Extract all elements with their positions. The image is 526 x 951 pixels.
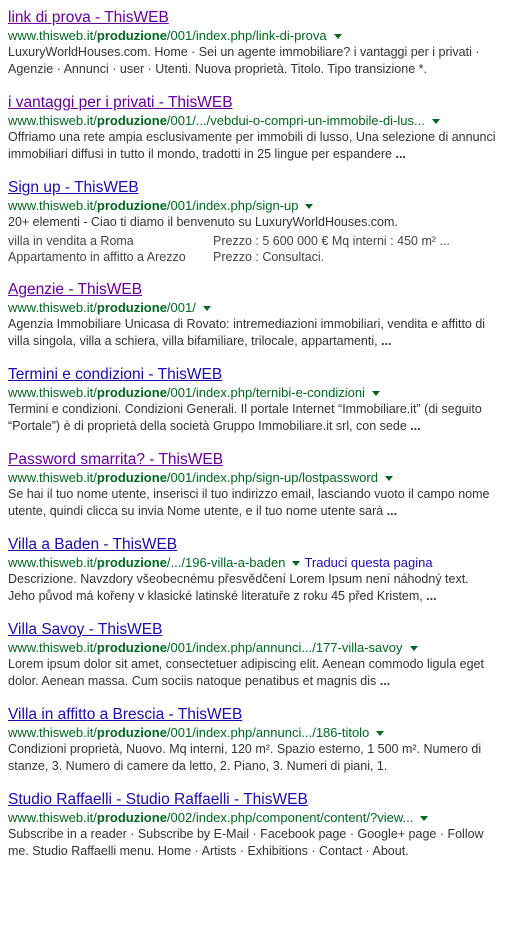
snippet-text: Termini e condizioni. Condizioni Generali. Il portale Internet “Immobiliare.it” (di seguito [8,402,482,416]
snippet-text: Se hai il tuo nome utente, inserisci il tuo indirizzo email, lasciando vuoto il campo nome [8,487,490,501]
result-url-path: /001/ [166,300,196,315]
table-cell: Appartamento in affitto a Arezzo [8,250,186,264]
result-title-link[interactable]: Studio Raffaelli - Studio Raffaelli - ThisWEB [8,791,308,808]
table-row [8,233,450,249]
snippet-line [8,503,520,520]
snippet-line [8,214,520,231]
translate-page-link[interactable]: Traduci questa pagina [304,555,433,570]
result-title-link[interactable]: Termini e condizioni - ThisWEB [8,366,223,383]
result-title-link[interactable]: Villa Savoy - ThisWEB [8,621,163,638]
result-title-link[interactable]: link di prova - ThisWEB [8,9,169,26]
url-dropdown-arrow-icon[interactable] [376,731,384,736]
result-url-host: www.thisweb.it/ [8,725,97,740]
result-url-keyword: produzione [96,725,167,740]
result-url-keyword: produzione [96,470,167,485]
search-result [8,705,520,775]
result-snippet [8,316,520,350]
search-result [8,365,520,435]
result-url-host: www.thisweb.it/ [8,113,97,128]
result-snippet [8,571,520,605]
snippet-text: Agenzie · Annunci · user · Utenti. Nuova proprietà. Titolo. Tipo transizione *. [8,62,427,76]
result-url [8,554,520,571]
result-url-host: www.thisweb.it/ [8,385,97,400]
result-url [8,469,520,486]
snippet-text: LuxuryWorldHouses.com. Home · Sei un agente immobiliare? i vantaggi per i privati · [8,45,480,59]
result-url [8,299,520,316]
result-snippet [8,44,520,78]
table-row [8,249,450,265]
snippet-line [8,61,520,78]
snippet-line [8,673,520,690]
snippet-line [8,418,520,435]
snippet-text: Descrizione. Navzdory všeobecnému přesvědčení Lorem Ipsum není náhodný text. [8,572,469,586]
snippet-text: villa singola, villa a schiera, villa bifamiliare, trilocale, appartamenti, [8,334,378,348]
search-result [8,450,520,520]
result-title-link[interactable]: Password smarrita? - ThisWEB [8,451,224,468]
snippet-ellipsis: ... [376,674,391,688]
result-url-keyword: produzione [96,300,167,315]
result-title-link[interactable]: Villa in affitto a Brescia - ThisWEB [8,706,243,723]
result-snippet [8,401,520,435]
result-url [8,809,520,826]
snippet-text: dolor. Aenean massa. Cum sociis natoque penatibus et magnis dis [8,674,377,688]
result-url-keyword: produzione [96,640,167,655]
snippet-line [8,758,520,775]
search-result [8,535,520,605]
result-title-link[interactable]: Villa a Baden - ThisWEB [8,536,178,553]
result-snippet [8,826,520,860]
result-url-keyword: produzione [96,555,167,570]
result-url-keyword: produzione [96,385,167,400]
result-url [8,724,520,741]
result-url-path: /001/.../vebdui-o-compri-un-immobile-di-lus... [166,113,425,128]
result-url-path: /001/index.php/sign-up [166,198,299,213]
snippet-text: Offriamo una rete ampia esclusivamente per immobili di lusso, Una selezione di annunci [8,130,496,144]
snippet-ellipsis: ... [422,589,437,603]
snippet-text: stanze, 3. Numero di camere da letto, 2. Piano, 3. Numeri di piani, 1. [8,759,388,773]
snippet-ellipsis: ... [377,334,392,348]
snippet-text: “Portale”) è di proprietà della società Gruppo Immobiliare.it srl, con sede [8,419,407,433]
result-url-path: /001/index.php/ternibi-e-condizioni [166,385,365,400]
snippet-text: utente, quindi clicca su invia Nome utente, e il tuo nome utente sarà [8,504,384,518]
snippet-line [8,656,520,673]
snippet-line [8,571,520,588]
url-dropdown-arrow-icon[interactable] [385,476,393,481]
snippet-text: Lorem ipsum dolor sit amet, consectetuer adipiscing elit. Aenean commodo ligula eget [8,657,484,671]
result-url-host: www.thisweb.it/ [8,810,97,825]
result-url-keyword: produzione [96,113,167,128]
result-url [8,27,520,44]
snippet-line [8,401,520,418]
result-url-path: /001/index.php/annunci.../177-villa-savoy [166,640,403,655]
url-dropdown-arrow-icon[interactable] [292,561,300,566]
search-result [8,790,520,860]
result-url-host: www.thisweb.it/ [8,555,97,570]
result-url [8,639,520,656]
url-dropdown-arrow-icon[interactable] [372,391,380,396]
search-result [8,620,520,690]
snippet-text: immobiliari diffusi in tutto il mondo, tradotti in 25 lingue per espandere [8,147,393,161]
result-url-host: www.thisweb.it/ [8,198,97,213]
snippet-line [8,333,520,350]
url-dropdown-arrow-icon[interactable] [305,204,313,209]
url-dropdown-arrow-icon[interactable] [420,816,428,821]
result-url-host: www.thisweb.it/ [8,300,97,315]
snippet-line [8,146,520,163]
result-url-path: /002/index.php/component/content/?view... [166,810,414,825]
url-dropdown-arrow-icon[interactable] [432,119,440,124]
result-title-link[interactable]: Sign up - ThisWEB [8,179,139,196]
url-dropdown-arrow-icon[interactable] [410,646,418,651]
snippet-line [8,826,520,843]
search-result [8,178,520,265]
snippet-line [8,486,520,503]
search-result [8,280,520,350]
search-result [8,8,520,78]
snippet-text: Agenzia Immobiliare Unicasa di Rovato: intremediazioni immobiliari, vendita e affitto di [8,317,486,331]
result-url [8,197,520,214]
snippet-ellipsis: ... [406,419,421,433]
snippet-line [8,316,520,333]
result-title-link[interactable]: i vantaggi per i privati - ThisWEB [8,94,233,111]
result-snippet [8,486,520,520]
result-url-keyword: produzione [96,198,167,213]
result-url-host: www.thisweb.it/ [8,640,97,655]
result-title-link[interactable]: Agenzie - ThisWEB [8,281,143,298]
result-url-keyword: produzione [96,810,167,825]
result-url [8,112,520,129]
url-dropdown-arrow-icon[interactable] [203,306,211,311]
url-dropdown-arrow-icon[interactable] [334,34,342,39]
result-snippet [8,129,520,163]
result-url-path: /001/index.php/sign-up/lostpassword [166,470,378,485]
result-url [8,384,520,401]
result-url-host: www.thisweb.it/ [8,28,97,43]
table-cell: villa in vendita a Roma [8,234,134,248]
snippet-text: me. Studio Raffaelli menu. Home · Artists · Exhibitions · Contact · About. [8,844,409,858]
result-url-path: /001/index.php/annunci.../186-titolo [166,725,370,740]
snippet-text: Subscribe in a reader · Subscribe by E-Mail · Facebook page · Google+ page · Follow [8,827,484,841]
snippet-text: 20+ elementi - Ciao ti diamo il benvenuto su LuxuryWorldHouses.com. [8,215,398,229]
result-snippet [8,741,520,775]
snippet-line [8,588,520,605]
result-snippet [8,656,520,690]
result-url-path: /.../196-villa-a-baden [166,555,286,570]
snippet-ellipsis: ... [392,147,406,161]
snippet-text: Jeho původ má kořeny v klasické latinské literatuře z roku 45 před Kristem, [8,589,423,603]
snippet-line [8,843,520,860]
snippet-line [8,129,520,146]
result-url-path: /001/index.php/link-di-prova [166,28,327,43]
snippet-line [8,44,520,61]
search-result [8,93,520,163]
snippet-text: Condizioni proprietà, Nuovo. Mq interni, 120 m². Spazio esterno, 1 500 m². Numero di [8,742,482,756]
snippet-line [8,741,520,758]
result-data-table [8,233,450,265]
result-snippet [8,214,520,231]
table-cell: Prezzo : Consultaci. [213,250,325,264]
snippet-ellipsis: ... [383,504,398,518]
table-cell: Prezzo : 5 600 000 € Mq interni : 450 m² ... [213,234,450,248]
result-url-host: www.thisweb.it/ [8,470,97,485]
result-url-keyword: produzione [96,28,167,43]
